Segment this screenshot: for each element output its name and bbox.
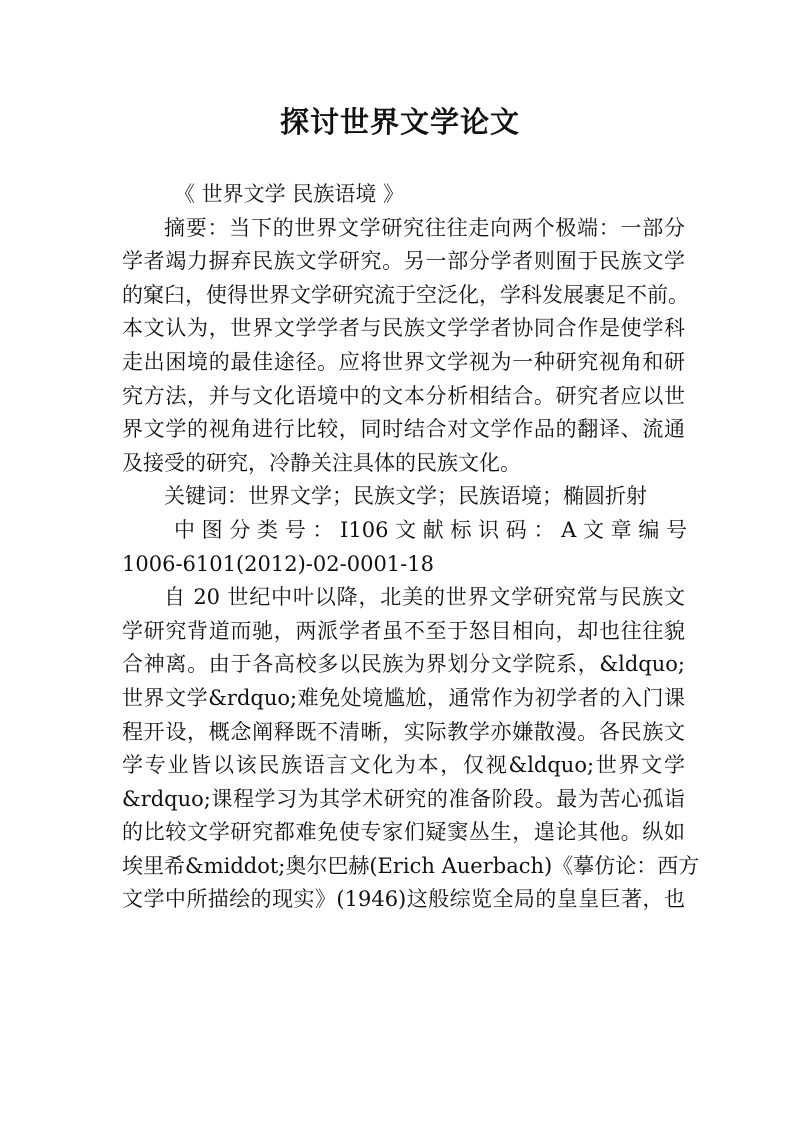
abstract-line: 摘要：当下的世界文学研究往往走向两个极端：一部分 xyxy=(164,215,685,240)
document-body xyxy=(122,178,700,917)
abstract-line: 界文学的视角进行比较，同时结合对文学作品的翻译、流通 xyxy=(122,417,685,442)
article-number-line: 1006-6101(2012)-02-0001-18 xyxy=(122,551,434,576)
abstract-line: 及接受的研究，冷静关注具体的民族文化。 xyxy=(122,450,521,475)
abstract-line: 究方法，并与文化语境中的文本分析相结合。研究者应以世 xyxy=(122,383,685,408)
paragraph-line: 自 20 世纪中叶以降，北美的世界文学研究常与民族文 xyxy=(164,585,685,610)
classification-line: 中 图 分 类 号 ： I106 文 献 标 识 码 ： A 文 章 编 号 xyxy=(174,517,688,542)
document-title: 探讨世界文学论文 xyxy=(279,105,520,139)
paragraph-line: 文学中所描绘的现实》(1946)这般综览全局的皇皇巨著，也 xyxy=(122,887,685,912)
abstract-line: 走出困境的最佳途径。应将世界文学视为一种研究视角和研 xyxy=(122,349,685,374)
paragraph-line: 学研究背道而驰，两派学者虽不至于怒目相向，却也往往貌 xyxy=(122,618,685,643)
keywords-line: 关键词：世界文学；民族文学；民族语境；椭圆折射 xyxy=(164,484,647,509)
paragraph-line: 程开设，概念阐释既不清晰，实际教学亦嫌散漫。各民族文 xyxy=(122,719,685,744)
paragraph-line: 的比较文学研究都难免使专家们疑窦丛生，遑论其他。纵如 xyxy=(122,820,685,845)
paragraph-line: 世界文学&rdquo;难免处境尴尬，通常作为初学者的入门课 xyxy=(122,685,685,710)
paragraph-line: &rdquo;课程学习为其学术研究的准备阶段。最为苦心孤诣 xyxy=(122,786,685,811)
abstract-line: 本文认为，世界文学学者与民族文学学者协同合作是使学科 xyxy=(122,316,685,341)
paragraph-line: 埃里希&middot;奥尔巴赫(Erich Auerbach)《摹仿论：西方 xyxy=(122,853,700,878)
abstract-line: 的窠臼，使得世界文学研究流于空泛化，学科发展裹足不前。 xyxy=(122,282,689,307)
paragraph-line: 合神离。由于各高校多以民族为界划分文学院系，&ldquo; xyxy=(122,652,685,677)
paragraph-line: 学专业皆以该民族语言文化为本，仅视&ldquo;世界文学 xyxy=(122,753,685,778)
abstract-line: 学者竭力摒弃民族文学研究。另一部分学者则囿于民族文学 xyxy=(122,249,685,274)
keywords-heading-line: 《 世界文学 民族语境 》 xyxy=(174,182,405,206)
